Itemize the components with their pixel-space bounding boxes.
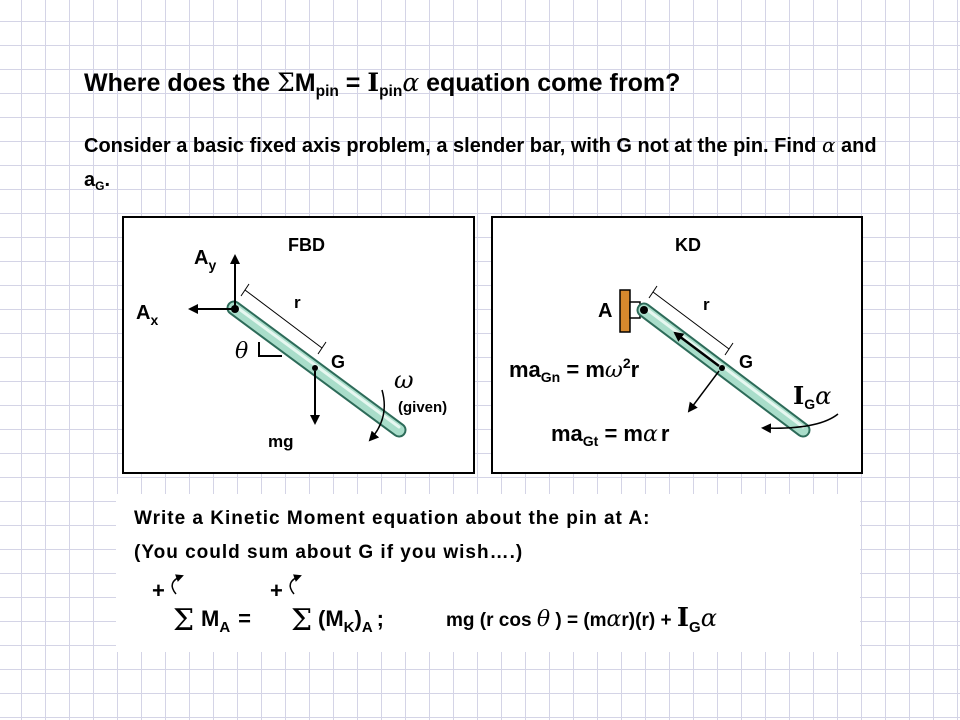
kd-pin-dot	[640, 306, 648, 314]
fbd-r-tick-2	[318, 342, 326, 354]
kd-heading: KD	[675, 235, 701, 255]
kd-r-tick-2	[725, 343, 733, 355]
title-sigma: Σ	[277, 68, 295, 97]
kd-r-tick-1	[649, 286, 657, 298]
title-i: I	[367, 68, 380, 97]
fbd-diagram	[124, 218, 477, 476]
kd-r-label: r	[703, 295, 710, 314]
equation-mka: $(M_K)_A$ ;	[318, 606, 384, 636]
equation-instruction: Write a Kinetic Moment equation about the pin at A:	[134, 508, 651, 529]
kd-magt-arrow	[689, 371, 719, 411]
equation-plus-sign-2: +	[270, 578, 283, 603]
fbd-panel	[122, 216, 475, 474]
fbd-r-label: r	[294, 293, 301, 312]
kd-ig-alpha-label: $I_G\alpha$	[793, 381, 832, 412]
fbd-r-tick-1	[241, 284, 249, 296]
fbd-mg-label: mg	[268, 432, 294, 451]
title-alpha: α	[402, 68, 420, 97]
title-equals: =	[338, 69, 368, 97]
fbd-g-label: G	[331, 352, 346, 372]
kd-panel	[491, 216, 863, 474]
intro-text-2: and a	[84, 135, 877, 191]
kd-g-label: G	[739, 352, 754, 372]
intro-period: .	[104, 169, 111, 191]
equation-plus-sign-1: +	[152, 578, 165, 603]
equation-box	[116, 494, 860, 652]
fbd-ax-label: $A_x$	[136, 302, 159, 328]
fbd-omega-symbol: ω	[394, 366, 414, 394]
kd-magn-arrow	[675, 333, 719, 366]
kd-g-point	[719, 365, 725, 371]
title-pin-subscript: pin	[315, 82, 339, 100]
intro-g-subscript: G	[95, 178, 105, 193]
kd-wall-support	[620, 290, 630, 332]
equation-diagram	[116, 494, 860, 652]
kd-magn-label: $ma_{Gn} = m\omega^2r$	[509, 355, 640, 385]
title-prefix: Where does the	[84, 69, 278, 97]
equation-rhs: mg (r cos θ ) = $(m\alpha r)(r) + I_G\alpha$	[446, 603, 717, 636]
fbd-heading: FBD	[288, 235, 325, 255]
kd-diagram	[493, 218, 865, 476]
equation-sigma-1: Σ	[173, 603, 195, 638]
equation-sigma-2: Σ	[291, 603, 313, 638]
title-suffix: equation come from?	[419, 69, 681, 97]
equation-ccw-arrow-1	[172, 576, 182, 594]
fbd-pin-dot	[231, 305, 239, 313]
equation-note: (You could sum about G if you wish….)	[134, 542, 524, 563]
equation-ma: $M_A$ =	[201, 606, 252, 636]
title-m: M	[294, 69, 316, 97]
slide-title	[84, 68, 680, 98]
intro-text	[84, 128, 884, 199]
fbd-ay-label: $A_y$	[194, 247, 217, 273]
fbd-theta-symbol: θ	[235, 339, 249, 364]
intro-text-1: Consider a basic fixed axis problem, a slender bar, with G not at the pin. Find	[84, 135, 822, 157]
fbd-g-point	[312, 365, 318, 371]
fbd-given-label: (given)	[398, 399, 448, 416]
equation-ccw-arrow-2	[290, 576, 300, 594]
kd-a-label: A	[598, 300, 613, 322]
kd-magt-label: $ma_{Gt} = m\alpha$ r	[551, 421, 670, 449]
intro-alpha: α	[821, 133, 836, 157]
title-pin-subscript-2: pin	[379, 82, 403, 100]
